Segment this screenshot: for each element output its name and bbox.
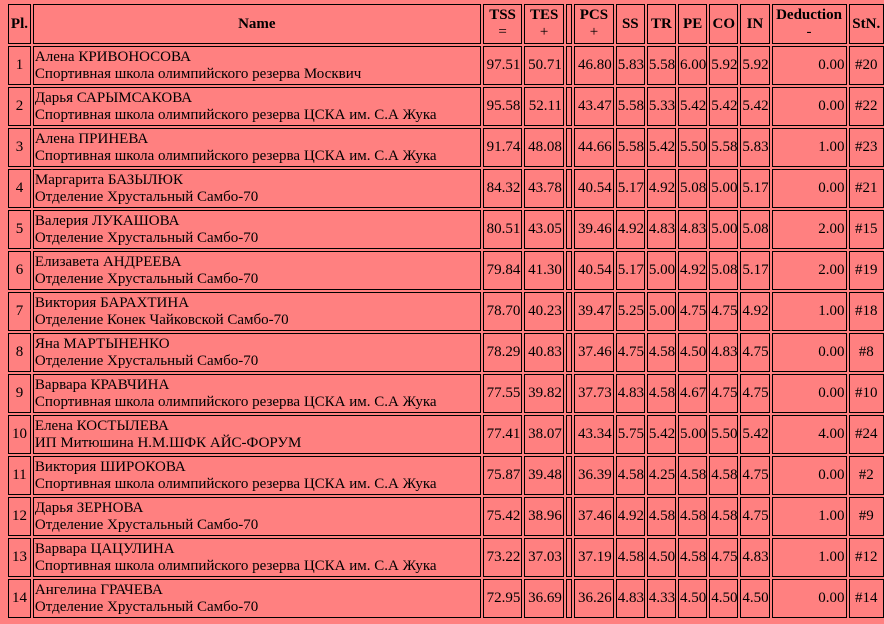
skater-club: Спортивная школа олимпийского резерва ЦСКА им. С.А Жука — [34, 557, 437, 574]
in-cell: 4.75 — [740, 333, 769, 372]
spacer-cell — [566, 292, 572, 331]
table-row — [8, 538, 884, 577]
spacer-cell — [566, 87, 572, 126]
spacer-cell — [566, 415, 572, 454]
tes-cell: 37.03 — [524, 538, 564, 577]
tes-cell: 38.07 — [524, 415, 564, 454]
in-cell: 4.75 — [740, 456, 769, 495]
tr-cell: 5.00 — [647, 251, 676, 290]
place-cell: 2 — [8, 87, 31, 126]
skater-club: Отделение Хрустальный Самбо-70 — [34, 516, 259, 533]
place-cell: 6 — [8, 251, 31, 290]
place-cell: 3 — [8, 128, 31, 167]
pe-cell: 4.67 — [678, 374, 707, 413]
header-tss: TSS = — [483, 4, 523, 44]
tes-cell: 43.78 — [524, 169, 564, 208]
in-cell: 5.08 — [740, 210, 769, 249]
skater-name: Яна МАРТЫНЕНКО — [34, 335, 170, 352]
header-row — [8, 4, 884, 44]
deduction-cell: 2.00 — [772, 210, 847, 249]
skater-name: Алена ПРИНЕВА — [34, 130, 149, 147]
pe-cell: 4.92 — [678, 251, 707, 290]
start-number-cell: #21 — [849, 169, 884, 208]
pe-cell: 4.50 — [678, 333, 707, 372]
header-co: CO — [709, 4, 738, 44]
header-place: Pl. — [8, 4, 31, 44]
pcs-cell: 37.19 — [574, 538, 614, 577]
pe-cell: 5.50 — [678, 128, 707, 167]
ss-cell: 4.92 — [616, 497, 645, 536]
deduction-cell: 2.00 — [772, 251, 847, 290]
ss-cell: 5.75 — [616, 415, 645, 454]
header-spacer — [566, 4, 572, 44]
skater-cell — [33, 292, 481, 331]
skater-club: Отделение Хрустальный Самбо-70 — [34, 352, 259, 369]
start-number-cell: #2 — [849, 456, 884, 495]
tes-cell: 52.11 — [524, 87, 564, 126]
skater-name: Елена КОСТЫЛЕВА — [34, 417, 169, 434]
ss-cell: 4.58 — [616, 456, 645, 495]
skater-cell — [33, 538, 481, 577]
skater-club: ИП Митюшина Н.М.ШФК АЙС-ФОРУМ — [34, 434, 302, 451]
start-number-cell: #24 — [849, 415, 884, 454]
tr-cell: 5.58 — [647, 46, 676, 85]
skater-club: Спортивная школа олимпийского резерва ЦСКА им. С.А Жука — [34, 393, 437, 410]
tr-cell: 5.42 — [647, 415, 676, 454]
start-number-cell: #22 — [849, 87, 884, 126]
pe-cell: 4.58 — [678, 538, 707, 577]
place-cell: 11 — [8, 456, 31, 495]
skater-club: Отделение Хрустальный Самбо-70 — [34, 270, 259, 287]
header-ss: SS — [616, 4, 645, 44]
co-cell: 5.58 — [709, 128, 738, 167]
deduction-cell: 1.00 — [772, 497, 847, 536]
pcs-cell: 40.54 — [574, 251, 614, 290]
skater-cell — [33, 87, 481, 126]
co-cell: 5.42 — [709, 87, 738, 126]
start-number-cell: #18 — [849, 292, 884, 331]
tr-cell: 5.42 — [647, 128, 676, 167]
place-cell: 14 — [8, 579, 31, 618]
spacer-cell — [566, 169, 572, 208]
in-cell: 5.83 — [740, 128, 769, 167]
table-row — [8, 333, 884, 372]
header-tes: TES + — [524, 4, 564, 44]
pcs-cell: 37.46 — [574, 333, 614, 372]
skater-name: Виктория ШИРОКОВА — [34, 458, 186, 475]
place-cell: 8 — [8, 333, 31, 372]
tes-cell: 38.96 — [524, 497, 564, 536]
ss-cell: 5.25 — [616, 292, 645, 331]
deduction-cell: 0.00 — [772, 46, 847, 85]
co-cell: 5.00 — [709, 169, 738, 208]
tss-cell: 73.22 — [483, 538, 523, 577]
ss-cell: 5.17 — [616, 169, 645, 208]
tss-cell: 78.70 — [483, 292, 523, 331]
place-cell: 10 — [8, 415, 31, 454]
tr-cell: 4.58 — [647, 333, 676, 372]
header-pcs: PCS + — [574, 4, 614, 44]
deduction-cell: 0.00 — [772, 374, 847, 413]
skater-cell — [33, 374, 481, 413]
pe-cell: 5.42 — [678, 87, 707, 126]
start-number-cell: #14 — [849, 579, 884, 618]
table-row — [8, 169, 884, 208]
co-cell: 5.00 — [709, 210, 738, 249]
start-number-cell: #15 — [849, 210, 884, 249]
skater-club: Спортивная школа олимпийского резерва ЦСКА им. С.А Жука — [34, 475, 437, 492]
spacer-cell — [566, 456, 572, 495]
table-row — [8, 497, 884, 536]
deduction-cell: 1.00 — [772, 292, 847, 331]
skater-name: Варвара КРАВЧИНА — [34, 376, 170, 393]
ss-cell: 5.58 — [616, 87, 645, 126]
skater-name: Валерия ЛУКАШОВА — [34, 212, 180, 229]
skater-cell — [33, 169, 481, 208]
tss-cell: 91.74 — [483, 128, 523, 167]
pcs-cell: 44.66 — [574, 128, 614, 167]
spacer-cell — [566, 210, 572, 249]
header-name: Name — [33, 4, 481, 44]
skater-name: Маргарита БАЗЫЛЮК — [34, 171, 183, 188]
deduction-cell: 0.00 — [772, 333, 847, 372]
skater-club: Отделение Хрустальный Самбо-70 — [34, 229, 259, 246]
deduction-cell: 0.00 — [772, 87, 847, 126]
pcs-cell: 36.26 — [574, 579, 614, 618]
skater-name: Ангелина ГРАЧЕВА — [34, 581, 163, 598]
pcs-cell: 43.47 — [574, 87, 614, 126]
spacer-cell — [566, 374, 572, 413]
pe-cell: 5.08 — [678, 169, 707, 208]
place-cell: 5 — [8, 210, 31, 249]
pe-cell: 4.58 — [678, 456, 707, 495]
tes-cell: 36.69 — [524, 579, 564, 618]
tes-cell: 48.08 — [524, 128, 564, 167]
table-row — [8, 292, 884, 331]
tes-cell: 41.30 — [524, 251, 564, 290]
deduction-cell: 0.00 — [772, 579, 847, 618]
tes-cell: 40.83 — [524, 333, 564, 372]
table-row — [8, 415, 884, 454]
skater-cell — [33, 456, 481, 495]
skater-club: Отделение Хрустальный Самбо-70 — [34, 598, 259, 615]
table-row — [8, 374, 884, 413]
co-cell: 4.75 — [709, 374, 738, 413]
tes-cell: 40.23 — [524, 292, 564, 331]
skater-club: Отделение Конек Чайковской Самбо-70 — [34, 311, 289, 328]
place-cell: 12 — [8, 497, 31, 536]
skater-club: Спортивная школа олимпийского резерва Москвич — [34, 65, 362, 82]
tr-cell: 4.33 — [647, 579, 676, 618]
skater-club: Отделение Хрустальный Самбо-70 — [34, 188, 259, 205]
tr-cell: 5.00 — [647, 292, 676, 331]
tes-cell: 39.82 — [524, 374, 564, 413]
start-number-cell: #9 — [849, 497, 884, 536]
deduction-cell: 0.00 — [772, 456, 847, 495]
tss-cell: 77.55 — [483, 374, 523, 413]
tr-cell: 4.83 — [647, 210, 676, 249]
header-in: IN — [740, 4, 769, 44]
tes-cell: 43.05 — [524, 210, 564, 249]
in-cell: 4.92 — [740, 292, 769, 331]
deduction-cell: 0.00 — [772, 169, 847, 208]
tss-cell: 79.84 — [483, 251, 523, 290]
place-cell: 13 — [8, 538, 31, 577]
results-table — [6, 2, 884, 620]
skater-name: Варвара ЦАЦУЛИНА — [34, 540, 175, 557]
co-cell: 4.75 — [709, 538, 738, 577]
pcs-cell: 40.54 — [574, 169, 614, 208]
ss-cell: 5.83 — [616, 46, 645, 85]
pe-cell: 4.83 — [678, 210, 707, 249]
in-cell: 5.92 — [740, 46, 769, 85]
skater-cell — [33, 579, 481, 618]
tss-cell: 75.87 — [483, 456, 523, 495]
in-cell: 4.83 — [740, 538, 769, 577]
tes-cell: 39.48 — [524, 456, 564, 495]
co-cell: 4.83 — [709, 333, 738, 372]
tr-cell: 4.50 — [647, 538, 676, 577]
ss-cell: 5.17 — [616, 251, 645, 290]
pe-cell: 4.75 — [678, 292, 707, 331]
table-row — [8, 128, 884, 167]
co-cell: 5.92 — [709, 46, 738, 85]
pe-cell: 4.58 — [678, 497, 707, 536]
tss-cell: 77.41 — [483, 415, 523, 454]
table-row — [8, 46, 884, 85]
skater-cell — [33, 251, 481, 290]
skater-name: Елизавета АНДРЕЕВА — [34, 253, 182, 270]
table-row — [8, 251, 884, 290]
table-row — [8, 87, 884, 126]
tr-cell: 4.58 — [647, 374, 676, 413]
header-pe: PE — [678, 4, 707, 44]
in-cell: 5.17 — [740, 169, 769, 208]
table-row — [8, 210, 884, 249]
table-row — [8, 456, 884, 495]
skater-name: Дарья ЗЕРНОВА — [34, 499, 144, 516]
ss-cell: 4.83 — [616, 579, 645, 618]
spacer-cell — [566, 579, 572, 618]
co-cell: 5.08 — [709, 251, 738, 290]
co-cell: 4.58 — [709, 497, 738, 536]
ss-cell: 4.92 — [616, 210, 645, 249]
pcs-cell: 43.34 — [574, 415, 614, 454]
skater-club: Спортивная школа олимпийского резерва ЦСКА им. С.А Жука — [34, 147, 437, 164]
place-cell: 7 — [8, 292, 31, 331]
tss-cell: 75.42 — [483, 497, 523, 536]
tes-cell: 50.71 — [524, 46, 564, 85]
tss-cell: 72.95 — [483, 579, 523, 618]
pcs-cell: 37.73 — [574, 374, 614, 413]
spacer-cell — [566, 333, 572, 372]
pe-cell: 4.50 — [678, 579, 707, 618]
spacer-cell — [566, 538, 572, 577]
place-cell: 1 — [8, 46, 31, 85]
in-cell: 5.17 — [740, 251, 769, 290]
deduction-cell: 1.00 — [772, 128, 847, 167]
pcs-cell: 36.39 — [574, 456, 614, 495]
header-start-number: StN. — [849, 4, 884, 44]
start-number-cell: #10 — [849, 374, 884, 413]
table-row — [8, 579, 884, 618]
tss-cell: 95.58 — [483, 87, 523, 126]
co-cell: 4.50 — [709, 579, 738, 618]
start-number-cell: #12 — [849, 538, 884, 577]
tss-cell: 80.51 — [483, 210, 523, 249]
in-cell: 4.50 — [740, 579, 769, 618]
in-cell: 5.42 — [740, 87, 769, 126]
ss-cell: 5.58 — [616, 128, 645, 167]
tr-cell: 4.92 — [647, 169, 676, 208]
tss-cell: 84.32 — [483, 169, 523, 208]
in-cell: 4.75 — [740, 374, 769, 413]
spacer-cell — [566, 128, 572, 167]
ss-cell: 4.58 — [616, 538, 645, 577]
in-cell: 5.42 — [740, 415, 769, 454]
skater-club: Спортивная школа олимпийского резерва ЦСКА им. С.А Жука — [34, 106, 437, 123]
pcs-cell: 39.47 — [574, 292, 614, 331]
in-cell: 4.75 — [740, 497, 769, 536]
spacer-cell — [566, 497, 572, 536]
skater-name: Дарья САРЫМСАКОВА — [34, 89, 193, 106]
tss-cell: 78.29 — [483, 333, 523, 372]
spacer-cell — [566, 251, 572, 290]
pcs-cell: 46.80 — [574, 46, 614, 85]
pe-cell: 5.00 — [678, 415, 707, 454]
start-number-cell: #20 — [849, 46, 884, 85]
skater-name: Алена КРИВОНОСОВА — [34, 48, 191, 65]
start-number-cell: #8 — [849, 333, 884, 372]
tr-cell: 4.58 — [647, 497, 676, 536]
co-cell: 5.50 — [709, 415, 738, 454]
deduction-cell: 4.00 — [772, 415, 847, 454]
start-number-cell: #23 — [849, 128, 884, 167]
skater-cell — [33, 46, 481, 85]
pcs-cell: 39.46 — [574, 210, 614, 249]
place-cell: 4 — [8, 169, 31, 208]
co-cell: 4.58 — [709, 456, 738, 495]
skater-cell — [33, 333, 481, 372]
pe-cell: 6.00 — [678, 46, 707, 85]
tr-cell: 4.25 — [647, 456, 676, 495]
place-cell: 9 — [8, 374, 31, 413]
skater-cell — [33, 128, 481, 167]
pcs-cell: 37.46 — [574, 497, 614, 536]
header-deduction: Deduction - — [772, 4, 847, 44]
co-cell: 4.75 — [709, 292, 738, 331]
skater-cell — [33, 415, 481, 454]
skater-cell — [33, 497, 481, 536]
start-number-cell: #19 — [849, 251, 884, 290]
tss-cell: 97.51 — [483, 46, 523, 85]
spacer-cell — [566, 46, 572, 85]
tr-cell: 5.33 — [647, 87, 676, 126]
deduction-cell: 1.00 — [772, 538, 847, 577]
ss-cell: 4.75 — [616, 333, 645, 372]
skater-name: Виктория БАРАХТИНА — [34, 294, 190, 311]
skater-cell — [33, 210, 481, 249]
header-tr: TR — [647, 4, 676, 44]
ss-cell: 4.83 — [616, 374, 645, 413]
